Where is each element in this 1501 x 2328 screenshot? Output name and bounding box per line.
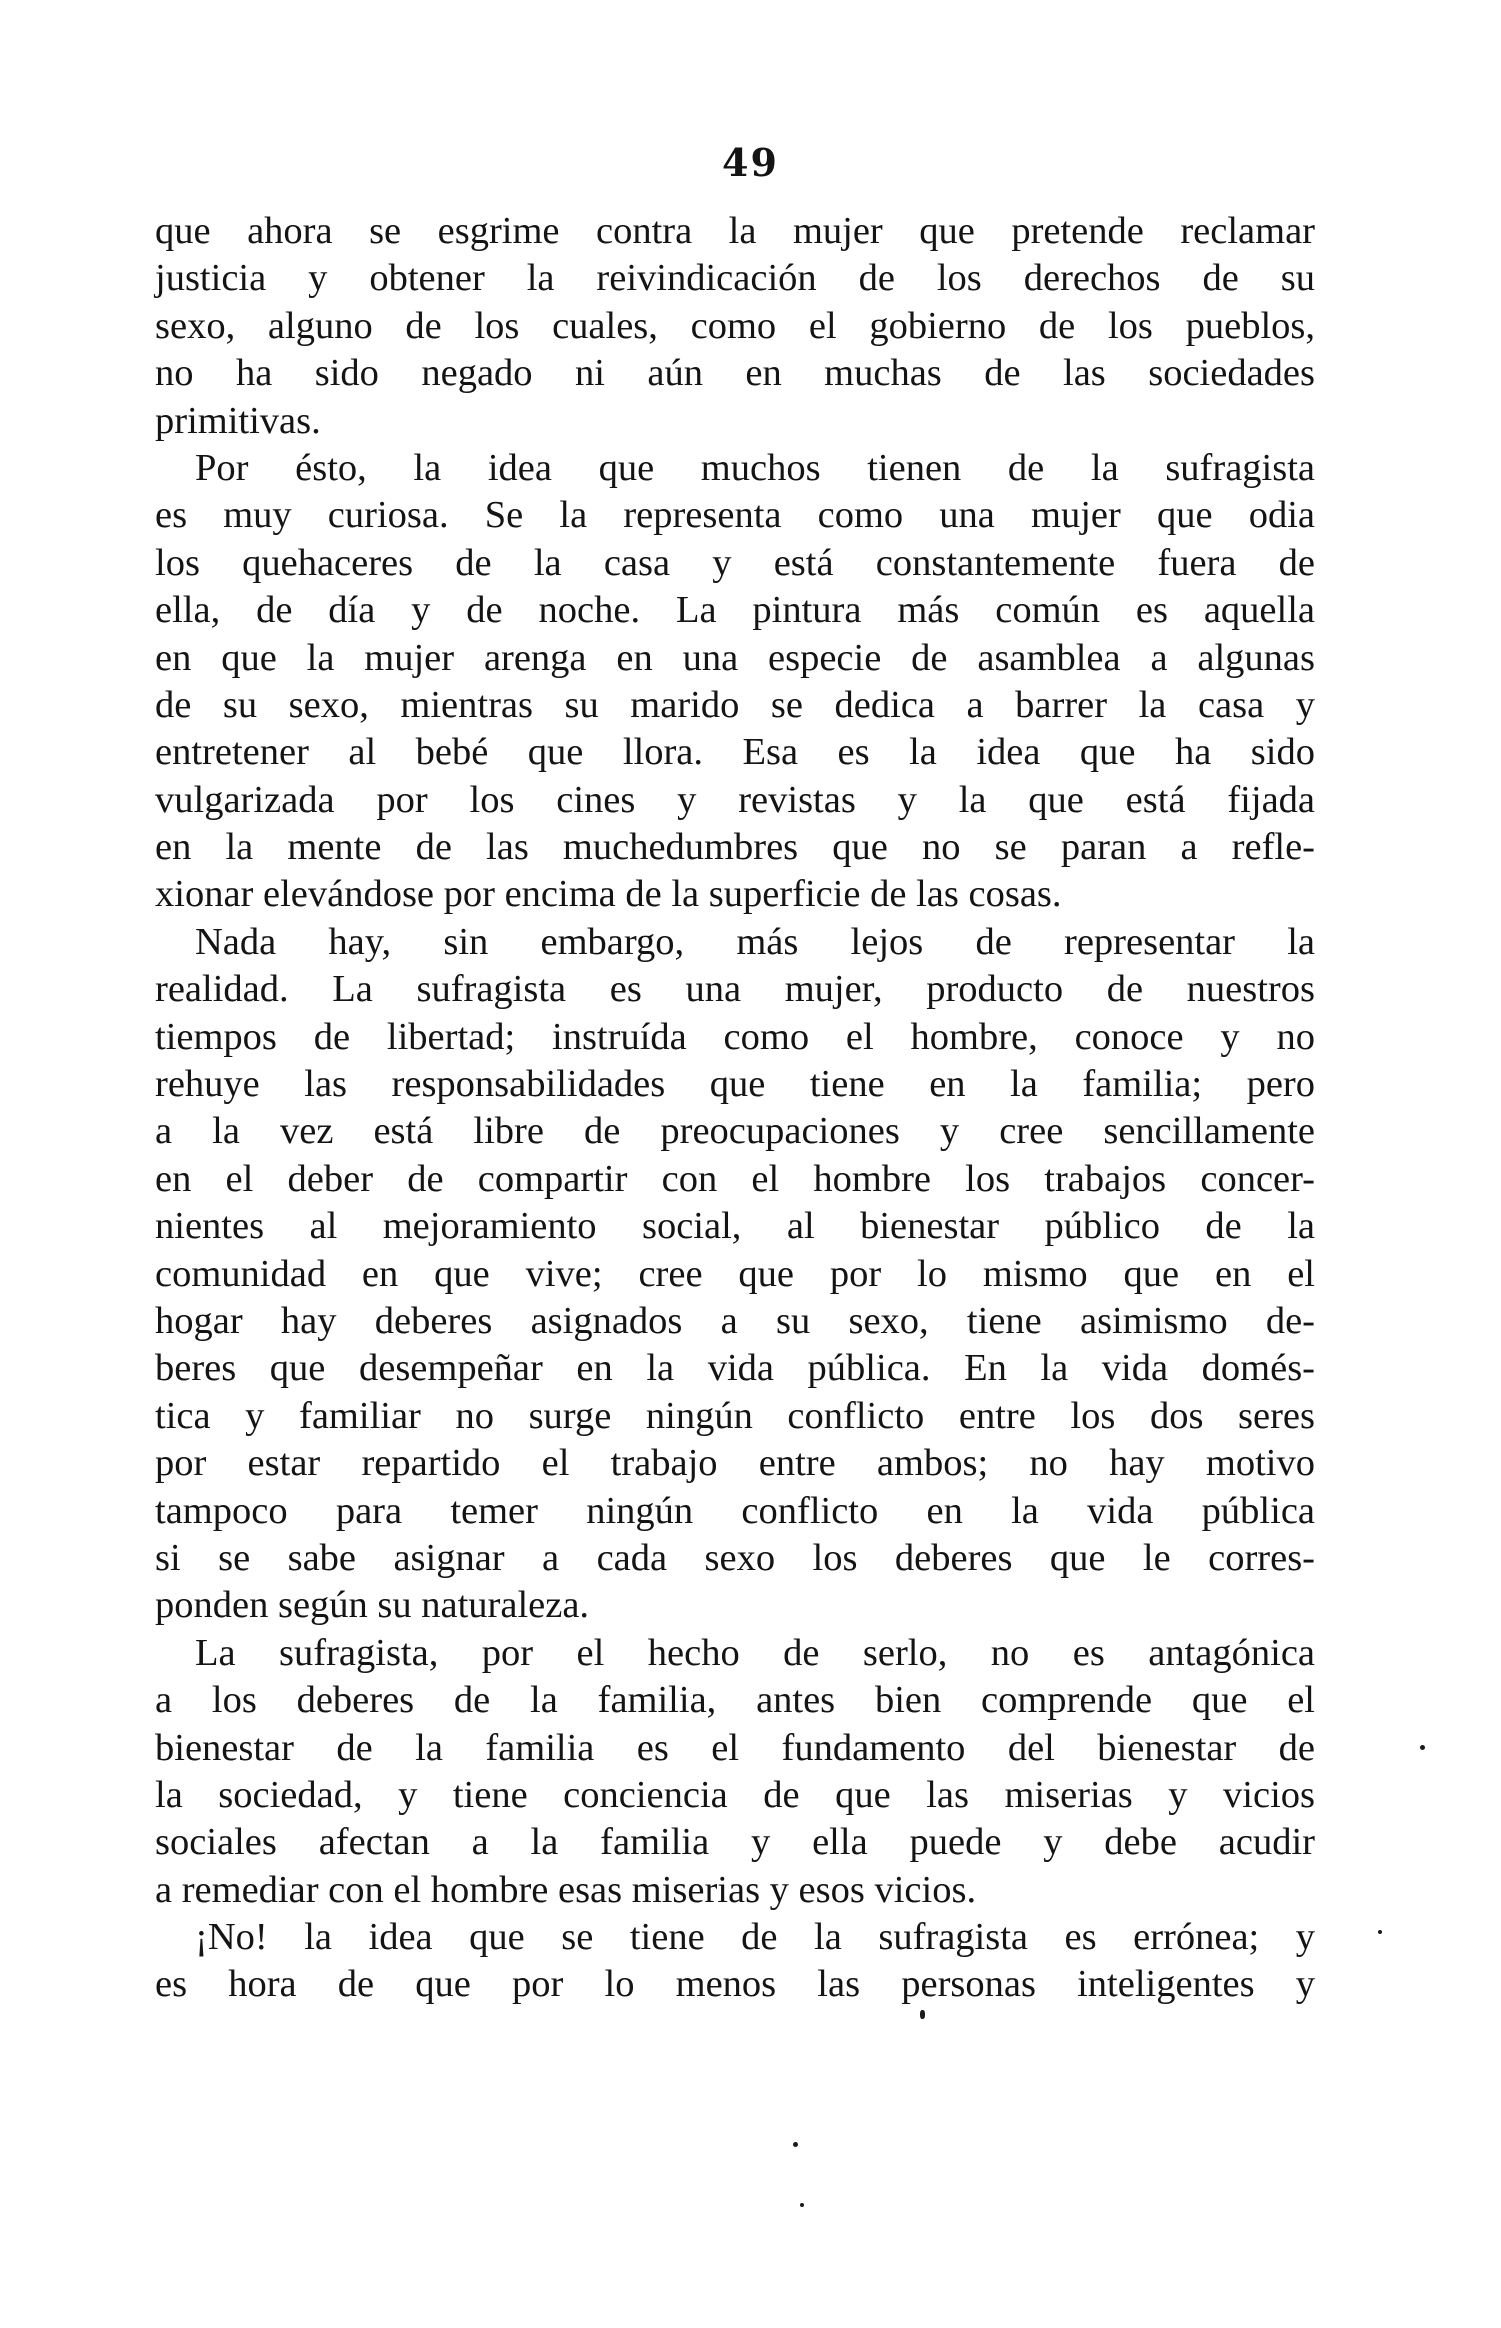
text-line: en que la mujer arenga en una especie de asamblea a algunas (155, 636, 1315, 679)
text-line: si se sabe asignar a cada sexo los deberes que le corres- (155, 1536, 1315, 1579)
paragraph-start-line: ¡No! la idea que se tiene de la sufragista es errónea; y (195, 1916, 1315, 1959)
text-line: vulgarizada por los cines y revistas y la que está fijada (155, 778, 1315, 821)
text-line: realidad. La sufragista es una mujer, producto de nuestros (155, 968, 1315, 1011)
scan-speck (920, 2010, 925, 2019)
text-line: la sociedad, y tiene conciencia de que las miserias y vicios (155, 1773, 1315, 1816)
scan-speck (1378, 1930, 1382, 1934)
text-line: es hora de que por lo menos las personas inteligentes y (155, 1963, 1315, 2006)
text-line: que ahora se esgrime contra la mujer que pretende reclamar (155, 210, 1315, 252)
text-line: entretener al bebé que llora. Esa es la idea que ha sido (155, 731, 1315, 774)
text-line: ponden según su naturaleza. (155, 1584, 590, 1627)
text-line: en la mente de las muchedumbres que no se paran a refle- (155, 826, 1315, 869)
paragraph-start-line: Nada hay, sin embargo, más lejos de representar la (195, 920, 1315, 963)
text-line: ella, de día y de noche. La pintura más común es aquella (155, 589, 1315, 632)
scan-speck (800, 2203, 804, 2207)
text-line: de su sexo, mientras su marido se dedica a barrer la casa y (155, 683, 1315, 726)
text-line: a remediar con el hombre esas miserias y esos vicios. (155, 1868, 977, 1911)
paragraph-start-line: La sufragista, por el hecho de serlo, no es antagónica (195, 1631, 1315, 1674)
page-number: 49 (722, 140, 779, 185)
text-line: rehuye las responsabilidades que tiene en la familia; pero (155, 1063, 1315, 1106)
text-line: tampoco para temer ningún conflicto en la vida pública (155, 1489, 1315, 1532)
text-line: justicia y obtener la reivindicación de los derechos de su (155, 257, 1315, 300)
text-line: por estar repartido el trabajo entre ambos; no hay motivo (155, 1442, 1315, 1485)
text-line: tiempos de libertad; instruída como el hombre, conoce y no (155, 1015, 1315, 1058)
text-line: beres que desempeñar en la vida pública. En la vida domés- (155, 1347, 1315, 1390)
text-line: a los deberes de la familia, antes bien comprende que el (155, 1679, 1315, 1722)
text-line: xionar elevándose por encima de la superficie de las cosas. (155, 873, 1062, 916)
text-line: tica y familiar no surge ningún conflicto entre los dos seres (155, 1394, 1315, 1437)
text-line: a la vez está libre de preocupaciones y cree sencillamente (155, 1110, 1315, 1153)
text-line: en el deber de compartir con el hombre los trabajos concer- (155, 1157, 1315, 1200)
text-line: comunidad en que vive; cree que por lo mismo que en el (155, 1252, 1315, 1295)
text-line: primitivas. (155, 399, 321, 442)
paragraph-start-line: Por ésto, la idea que muchos tienen de la sufragista (195, 446, 1315, 489)
text-line: sexo, alguno de los cuales, como el gobierno de los pueblos, (155, 304, 1315, 347)
text-line: sociales afectan a la familia y ella puede y debe acudir (155, 1821, 1315, 1864)
text-line: no ha sido negado ni aún en muchas de las sociedades (155, 352, 1315, 395)
text-line: nientes al mejoramiento social, al bienestar público de la (155, 1205, 1315, 1248)
scan-speck (793, 2142, 798, 2147)
text-line: bienestar de la familia es el fundamento del bienestar de (155, 1726, 1315, 1769)
body-text (155, 208, 1315, 2009)
text-line: hogar hay deberes asignados a su sexo, tiene asimismo de- (155, 1299, 1315, 1342)
text-line: los quehaceres de la casa y está constantemente fuera de (155, 541, 1315, 584)
text-line: es muy curiosa. Se la representa como una mujer que odia (155, 494, 1315, 537)
scan-speck (1420, 1745, 1425, 1750)
